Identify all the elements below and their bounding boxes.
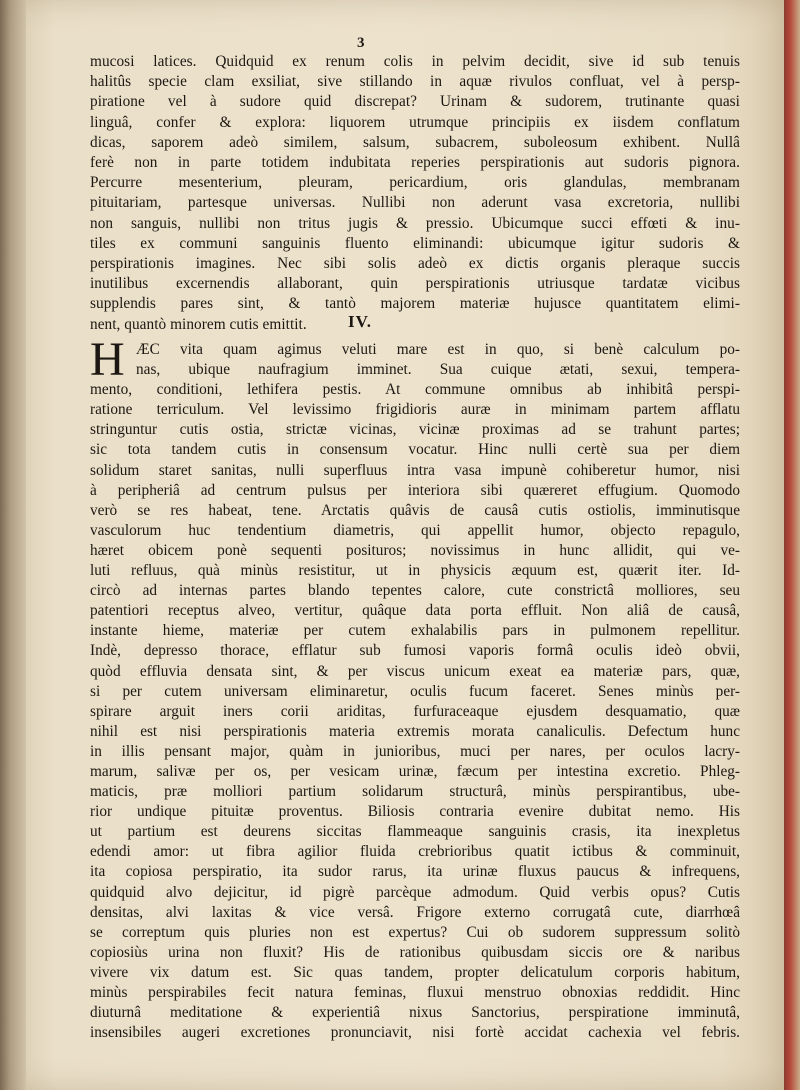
drop-cap: H [90,333,125,386]
text-line: supplendis pares sint, & tantò majorem materiæ hujusce quantitatem elimi- [90,295,740,313]
text-line: patentiori receptus alveo, vertitur, quâque data porta effluit. Non aliâ de causâ, [90,602,740,620]
text-line: linguâ, confer & explora: liquorem utrumque principiis ex iisdem conflatum [90,113,740,131]
text-line: vivere vix datum est. Sic quas tandem, propter delicatulum corporis habitum, [90,963,740,981]
text-line: non sanguis, nullibi non tritus jugis & pressio. Ubicumque succi effœti & inu- [90,214,740,232]
text-line: halitûs specie clam exsiliat, sive stillando in aquæ rivulos confluat, vel à persp- [90,73,740,91]
text-line: spirare arguit iners corii ariditas, furfuraceaque ejusdem desquamatio, quæ [90,702,740,720]
text-line: ferè non in parte totidem indubitata reperies perspirationis aut sudoris pignora. [90,154,740,172]
text-line: marum, salivæ per os, per vesicam urinæ, fæcum per intestina excretio. Phleg- [90,762,740,780]
text-line: stringuntur cutis ostia, strictæ vicinas, vicinæ proximas ad se trahunt partes; [90,421,740,439]
text-line: ratione terriculum. Vel levissimo frigidioris auræ in minimam partem afflatu [90,401,740,419]
paragraph-2 [90,333,740,1043]
text-line: edendi amor: ut fibra agilior fluida crebrioribus quatit ictibus & comminuit, [90,843,740,861]
paragraph-1 [90,52,740,335]
text-line: rior undique pituitæ proventus. Biliosis contraria evenire dubitat nemo. His [90,803,740,821]
text-line: verò se res habeat, tene. Arctatis quâvis de causâ cutis ostiolis, imminutisque [90,501,740,519]
text-line: piratione vel à sudore quid discrepat? Urinam & sudorem, trutinante quasi [90,93,740,111]
text-line: solidum staret sanitas, nulli superfluus intra vasa impunè cohiberetur humor, nisi [90,461,740,479]
text-line: quidquid alvo dejicitur, id pigrè parcèque admodum. Quid verbis opus? Cutis [90,883,740,901]
text-line: perspirationis imagines. Nec sibi solis adeò ex dictis organis pleraque succis [90,255,740,273]
section-heading: IV. [348,312,372,331]
text-line: pituitariam, partesque universas. Nullibi non aderunt vasa excretoria, nullibi [90,194,740,212]
text-line: mento, conditioni, lethifera pestis. At commune omnibus ab inhibitâ perspi- [90,381,740,399]
text-line: in illis pensant major, quàm in junioribus, muci per nares, per oculos lacry- [90,742,740,760]
text-line: inutilibus excernendis allaborant, quin perspirationis utriusque tardatæ vicibus [90,275,740,293]
book-gutter [0,0,26,1090]
page-edge [784,0,800,1090]
text-line: nas, ubique naufragium imminet. Sua cuique ætati, sexui, tempera- [136,361,740,379]
text-line: mucosi latices. Quidquid ex renum colis in pelvim decidit, sive id sub tenuis [90,53,740,70]
text-line: minùs perspirabiles fecit natura feminas, fluxui menstruo obnoxias reddidit. Hinc [90,984,740,1001]
text-line: insensibiles augeri excretiones pronunciavit, nisi fortè accidat cachexia vel febris. [90,1024,740,1042]
text-line: circò ad internas partes blando tepentes calore, cute constrictâ molliores, seu [90,582,740,600]
text-line: hæret obicem ponè sequenti posituros; novissimus in hunc allidit, qui ve- [90,541,740,559]
text-line: ita copiosa perspiratio, ita sudor rarus, ita urinæ fluxus paucus & infrequens, [90,863,740,881]
text-line: se correptum quis pluries non est expertus? Cui ob sudorem suppressum solitò [90,923,740,941]
text-line: nent, quantò minorem cutis emittit. [90,315,307,333]
text-line: vasculorum huc tendentium diametris, qui appellit humor, objecto repagulo, [90,521,740,539]
text-line: diuturnâ meditatione & experientiâ nixus Sanctorius, perspiratione imminutâ, [90,1004,740,1022]
text-line: si per cutem universam eliminaretur, oculis fucum faceret. Senes minùs per- [90,682,740,700]
text-line: instante hieme, materiæ per cutem exhalabilis pars in pulmonem repellitur. [90,622,740,640]
text-line: maticis, præ molliori partium solidarum structurâ, minùs perspirantibus, ube- [90,783,740,801]
text-line: Percurre mesenterium, pleuram, pericardium, oris glandulas, membranam [90,174,740,192]
text-line: à peripheriâ ad centrum pulsus per interiora sibi quæreret effugium. Quomodo [90,481,740,499]
text-line: luti refluus, quà minùs resistitur, ut in physicis æquum est, quærit iter. Id- [90,562,740,580]
text-line: densitas, alvi laxitas & vice versâ. Frigore externo corrugatâ cute, diarrhœâ [90,903,740,921]
text-line: copiosiùs urina non fluxit? His de rationibus quibusdam siccis ore & naribus [90,943,740,961]
text-line: Indè, depresso thorace, efflatur sub fumosi vaporis formâ oculis ideò obvii, [90,642,740,660]
text-line: quòd effluvia densata sint, & per viscus unicum exeat ea materiæ pars, quæ, [90,662,740,680]
page-number: 3 [357,35,365,51]
text-line: tiles ex communi sanguinis fluento eliminandi: ubicumque igitur sudoris & [90,234,740,252]
text-line: dicas, saporem adeò similem, salsum, subacrem, suboleosum exhibent. Nullâ [90,133,740,151]
text-line: sic tota tandem cutis in consensum vocatur. Hinc nulli certè sua per diem [90,441,740,459]
text-line: nihil est nisi perspirationis materia extremis morata canaliculis. Defectum hunc [90,722,740,740]
text-line: ÆC vita quam agimus veluti mare est in quo, si benè calculum po- [136,341,740,358]
text-line: ut partium est deurens siccitas flammeaque sanguinis crasis, ita inexpletus [90,823,740,841]
